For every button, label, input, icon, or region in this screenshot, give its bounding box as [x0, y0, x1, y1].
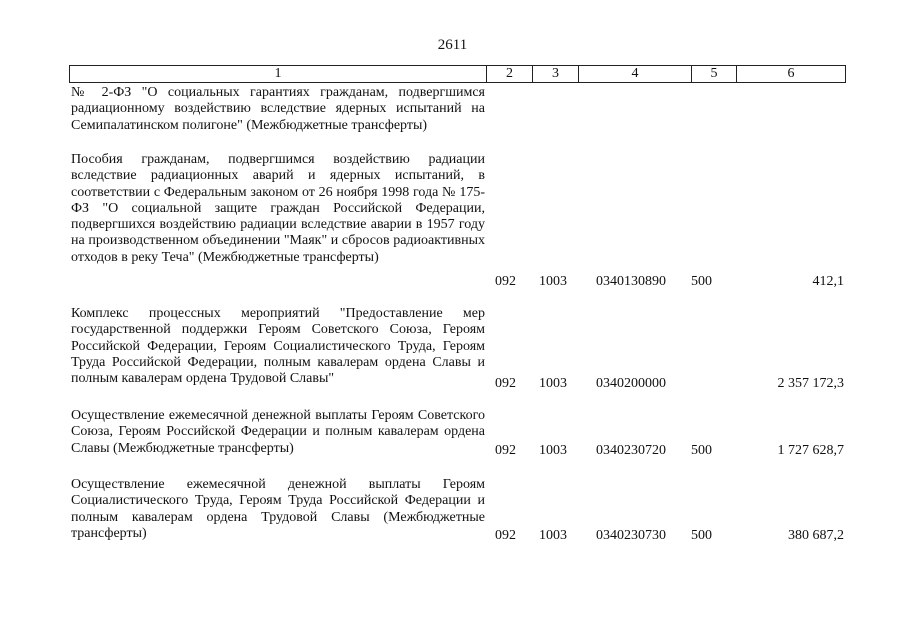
- row-code-section: 1003: [539, 443, 567, 458]
- row-amount: 380 687,2: [788, 528, 844, 543]
- page-number: 2611: [437, 37, 468, 53]
- row-amount: 1 727 628,7: [777, 443, 844, 458]
- row-code-ministry: 092: [495, 274, 516, 289]
- column-header-2: 2: [486, 66, 532, 82]
- column-header-3: 3: [532, 66, 578, 82]
- row-code-type: 500: [691, 274, 712, 289]
- table-row: [69, 152, 846, 292]
- row-code-target: 0340230730: [596, 528, 666, 543]
- column-header-4: 4: [578, 66, 691, 82]
- row-code-section: 1003: [539, 274, 567, 289]
- table-row: [69, 85, 846, 137]
- column-header-6: 6: [736, 66, 845, 82]
- row-code-target: 0340130890: [596, 274, 666, 289]
- row-code-type: 500: [691, 443, 712, 458]
- row-code-ministry: 092: [495, 443, 516, 458]
- row-code-section: 1003: [539, 528, 567, 543]
- table-row: [69, 477, 846, 547]
- column-header-5: 5: [691, 66, 736, 82]
- row-code-section: 1003: [539, 376, 567, 391]
- table-row: [69, 306, 846, 392]
- row-description: Осуществление ежемесячной денежной выплаты Героям Советского Союза, Героям Российской Федерации и полным кавалерам ордена Славы (Межбюджетные трансферты): [71, 408, 485, 456]
- row-description: Пособия гражданам, подвергшимся воздействию радиации вследствие радиационных аварий и ядерных испытаний, в соответствии с Федеральным законом от 26 ноября 1998 года № 175-ФЗ "О социальной защите граждан Российской Федерации, подвергшихся воздействию радиации вследствие аварии в 1957 году на производственном объединении "Маяк" и сбросов радиоактивных отходов в реку Теча" (Межбюджетные трансферты): [71, 152, 485, 265]
- row-code-target: 0340200000: [596, 376, 666, 391]
- row-amount: 412,1: [812, 274, 844, 289]
- row-amount: 2 357 172,3: [777, 376, 844, 391]
- row-description: Осуществление ежемесячной денежной выплаты Героям Социалистического Труда, Героям Труда Российской Федерации и полным кавалерам ордена Трудовой Славы (Межбюджетные трансферты): [71, 477, 485, 541]
- column-header-1: 1: [274, 66, 282, 81]
- row-code-target: 0340230720: [596, 443, 666, 458]
- row-description: Комплекс процессных мероприятий "Предоставление мер государственной поддержки Героям Советского Союза, Героям Российской Федерации, Героям Социалистического Труда, Героям Труда Российской Федерации, полным кавалерам ордена Славы и полным кавалерам ордена Трудовой Славы": [71, 306, 485, 387]
- row-code-ministry: 092: [495, 528, 516, 543]
- table-row: [69, 408, 846, 460]
- row-code-ministry: 092: [495, 376, 516, 391]
- row-description: № 2-ФЗ "О социальных гарантиях гражданам, подвергшимся радиационному воздействию вследствие ядерных испытаний на Семипалатинском полигоне" (Межбюджетные трансферты): [71, 85, 485, 133]
- row-code-type: 500: [691, 528, 712, 543]
- table-header: [69, 65, 846, 83]
